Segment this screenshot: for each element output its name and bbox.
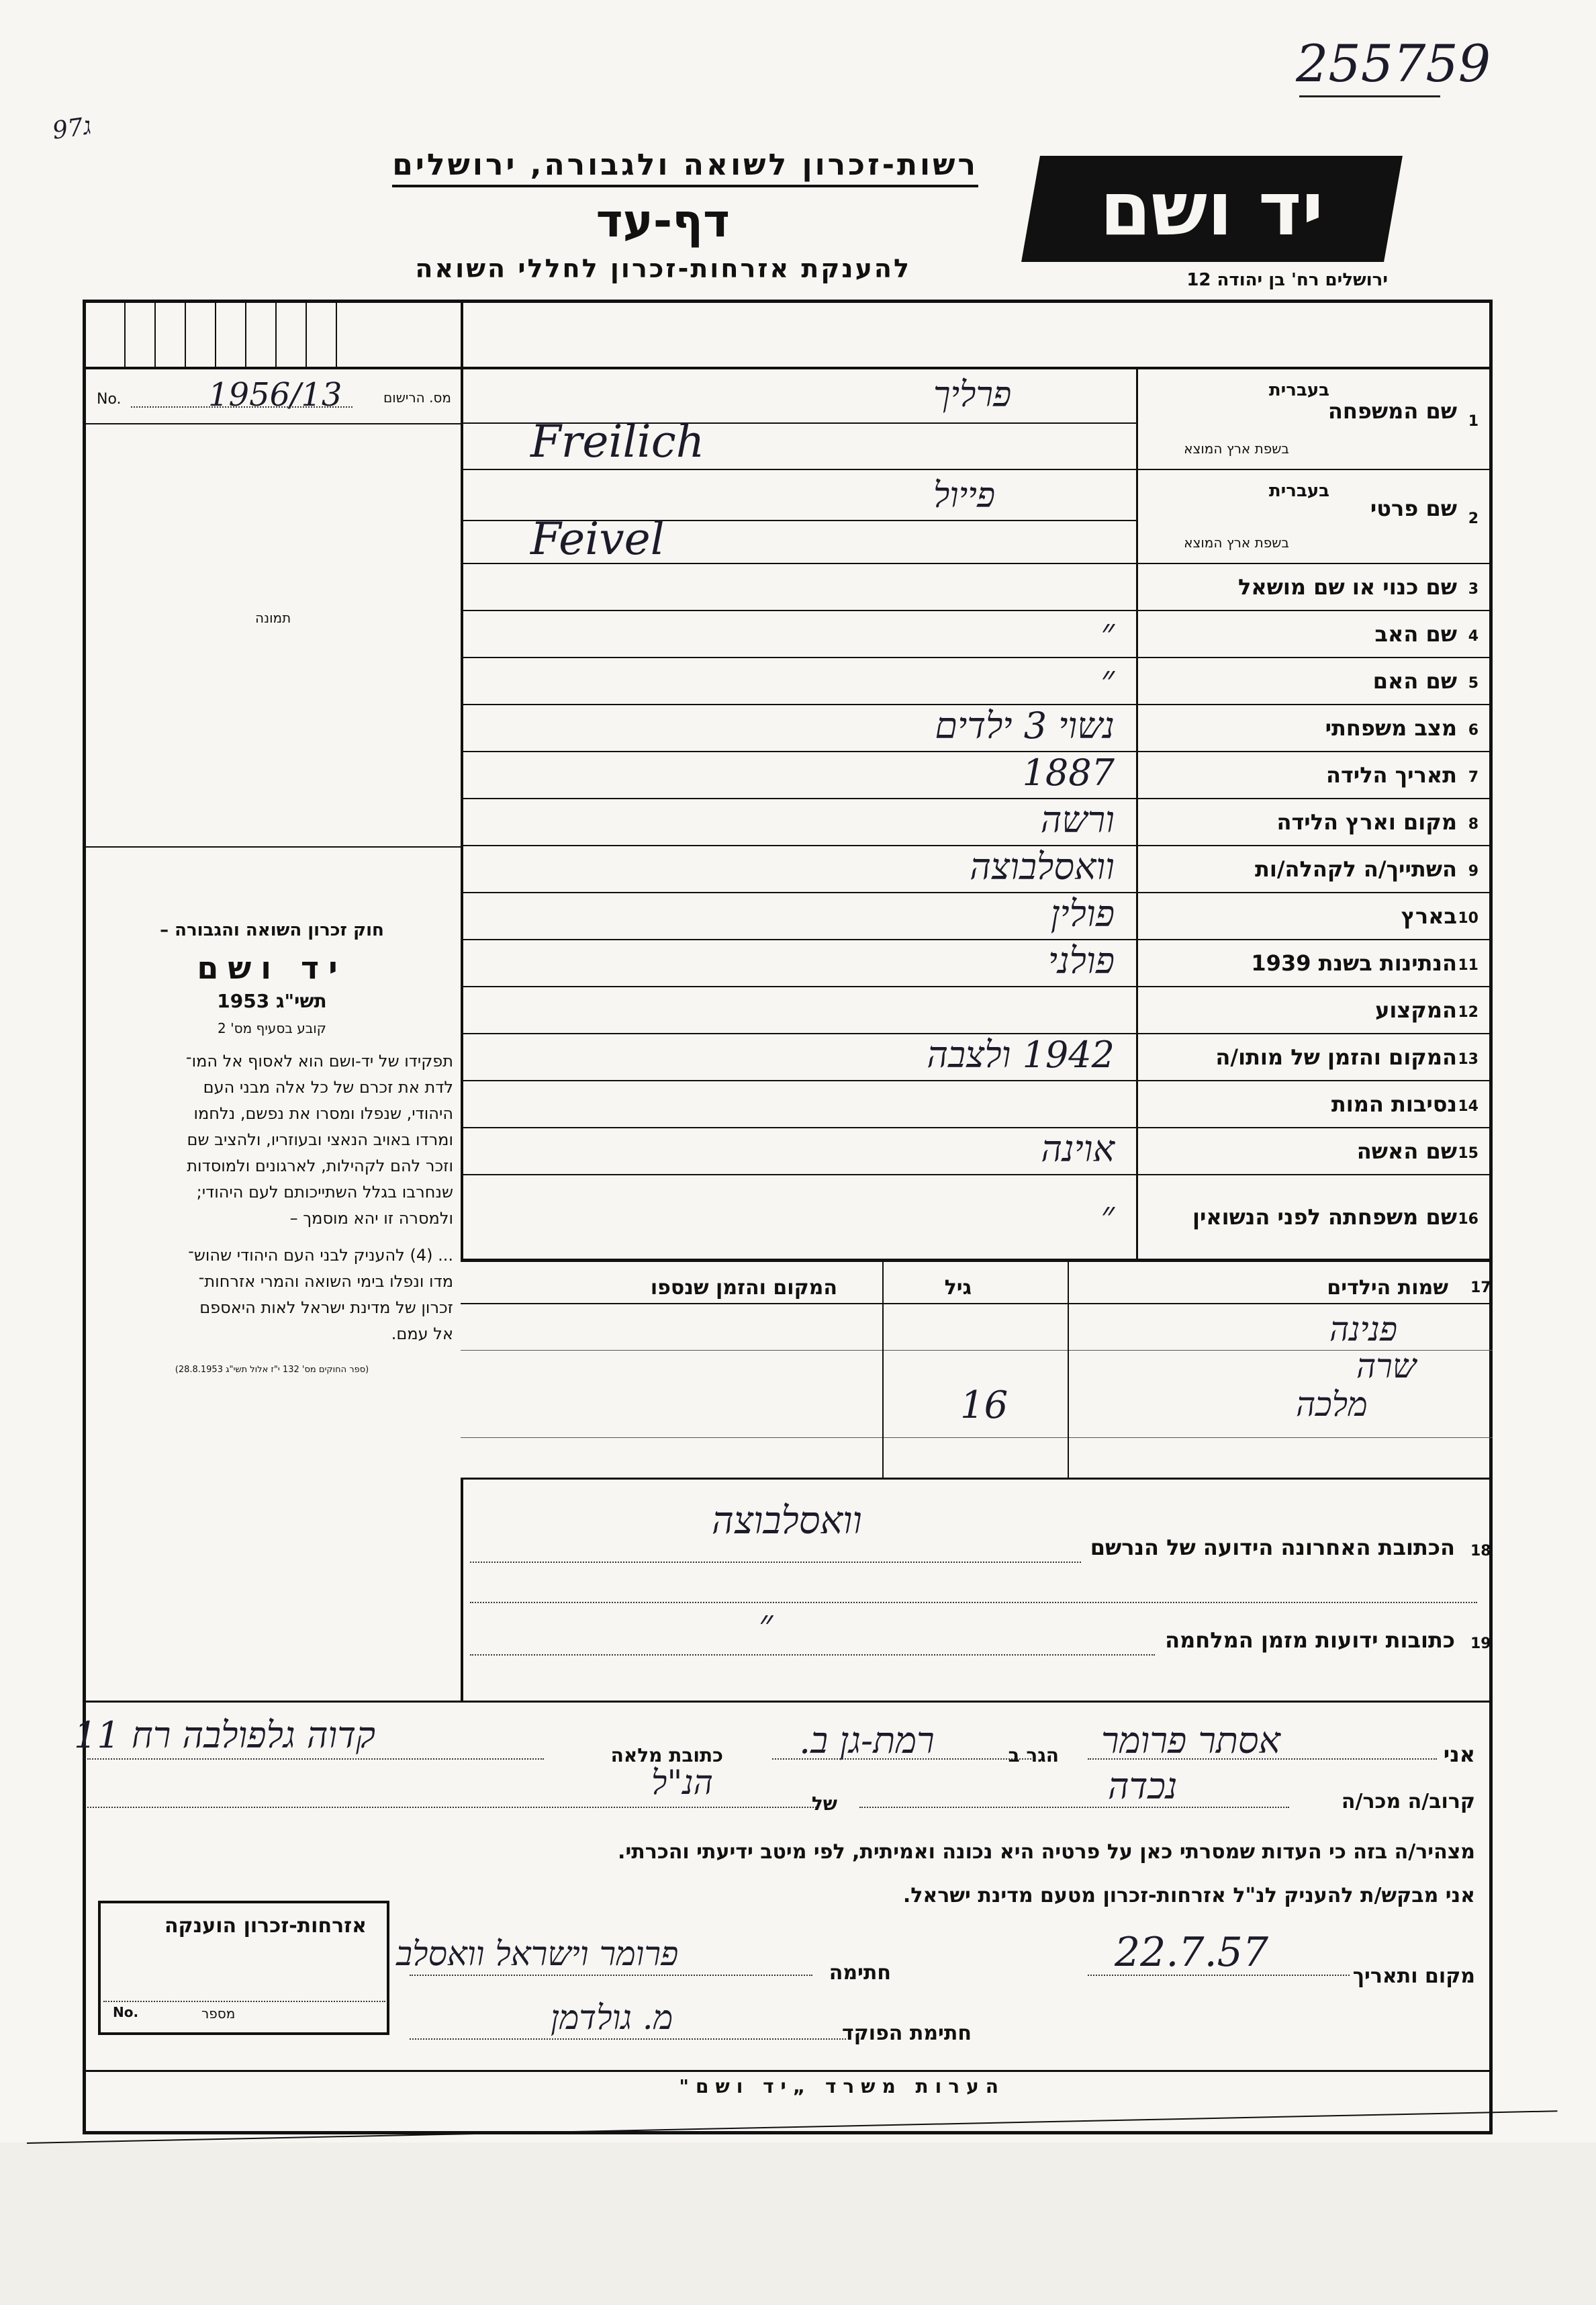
field-number: 6 [1468,722,1478,739]
field-value: ״ [1100,611,1115,653]
field-label: שם האב [1374,621,1457,647]
field-label: הנתינות בשנת 1939 [1251,950,1457,976]
relative-label: קרוב/ה מכר/ה [1341,1790,1475,1813]
request-text: אני מבקש/ת להעניק לנ"ל אזרחות-זכרון מטעם מדינת ישראל. [902,1884,1475,1907]
child-age-3: 16 [960,1384,1008,1427]
grant-box-number-label: מספר [201,2005,236,2022]
last-address-number: 18 [1470,1543,1491,1560]
registration-number [94,376,457,416]
field-value-hebrew: פרליך [933,375,1012,415]
field-row-12 [463,987,1491,1034]
child-name-3: מלכה [1296,1385,1368,1424]
field-row-15 [463,1128,1491,1175]
law-citation: (ספר החוקים מס' 132 י"ז אלול תשי"ג 28.8.1953) [175,1365,369,1375]
field-row-9 [463,846,1491,893]
declarant-address: קדוה גלפולבה רח 11 [74,1714,376,1756]
of-value: הנ"ל [651,1763,713,1802]
law-clause: קובע בסעיף מס' 2 [218,1020,326,1036]
field-row-5 [463,658,1491,705]
archive-underline [1299,95,1440,97]
field-sub-hebrew: בעברית [1268,380,1329,400]
logo-address: ירושלים רח' בן יהודה 12 [1186,270,1388,290]
field-row-2 [463,470,1491,564]
registration-no-label: No. [97,391,122,408]
field-value: 1942 ולצבה [927,1034,1115,1076]
authority-title: רשות-זכרון לשואה ולגבורה, ירושלים [392,148,978,187]
field-label: שם המשפחה [1327,398,1457,424]
field-number: 10 [1458,910,1478,927]
field-label: שם האם [1372,668,1457,694]
law-panel [91,920,453,1375]
field-label: המקום והזמן של מותו/ה [1215,1044,1457,1070]
children-place-header: המקום והזמן שנספו [650,1276,837,1300]
children-number: 17 [1470,1279,1491,1296]
field-label: שם פרטי [1370,496,1457,521]
officer-label: חתימת הפוקד [842,2022,972,2045]
field-label: שם כנוי או שם מושאל [1237,574,1457,600]
place-date-label: מקום ותאריך [1352,1964,1475,1988]
field-label: שם משפחתה לפני הנשואין [1192,1204,1457,1230]
photo-label: תמונה [255,610,291,626]
field-row-7 [463,752,1491,799]
relative-value: נכדה [1108,1765,1178,1807]
field-row-4 [463,611,1491,658]
field-row-6 [463,705,1491,752]
declarant-address-label: כתובת מלאה [610,1744,723,1766]
form-subtitle: להענקת אזרחות-זכרון לחללי השואה [415,254,911,283]
of-label: של [811,1793,837,1815]
field-sub-origin: בשפת ארץ המוצא [1184,535,1289,551]
law-paragraph-1: תפקידו של יד-ושם הוא לאסוף אל המו־ לדת את זכרם של כל אלה מבני העם היהודי, שנפלו ומסרו את נפשם, נלחמו ומרדו באויב הנאצי ובעוזריו, ולהציב שם וזכר להם לקהילות, לארגונים ולמוסדות שנחרבו בגלל השתייכותם לעם היהודי; ולמסרה זו יהא מוסמך – [185,1052,453,1228]
field-number: 9 [1468,863,1478,880]
field-label: שם האשה [1356,1138,1457,1164]
field-value-hebrew: פייול [933,476,996,516]
field-row-1 [463,369,1491,470]
place-date-value: 22.7.57 [1115,1929,1269,1976]
war-addresses-number: 19 [1470,1635,1491,1652]
field-value: 1887 [1022,752,1115,794]
field-row-8 [463,799,1491,846]
grant-box-title: אזרחות-זכרון הוענקה [164,1914,367,1938]
field-row-13 [463,1034,1491,1081]
field-row-3 [463,564,1491,611]
corner-note: 97ג [50,112,93,145]
field-value: ״ [1100,658,1115,700]
child-name-2: שרה [1356,1347,1417,1386]
field-label: מקום וארץ הלידה [1276,809,1457,835]
field-row-10 [463,893,1491,940]
child-name-1: פנינה [1329,1310,1398,1349]
field-number: 8 [1468,816,1478,833]
grant-box [98,1901,389,2035]
field-sub-origin: בשפת ארץ המוצא [1184,441,1289,457]
law-paragraph-2: ... (4) להעניק לבני העם היהודי שהוש־ מדו ונפלו בימי השואה והמרי אזרחות־ זכרון של מדינת ישראל לאות היאספם אל עמם. [188,1246,453,1343]
field-number: 2 [1468,510,1478,527]
logo-text: יד ושם [1100,166,1324,252]
form-title: דף-עד [596,195,730,248]
officer-signature: מ. גולדמן [551,1998,673,2037]
war-addresses-label: כתובות ידועות מזמן המלחמה [1165,1627,1455,1653]
war-addresses-value: ״ [759,1602,773,1645]
field-row-11 [463,940,1491,987]
declarant-name: אסתר פרומר [1101,1719,1280,1762]
grant-box-no: No. [113,2004,139,2020]
field-value: נשוי 3 ילדים [935,705,1115,747]
field-number: 15 [1458,1145,1478,1162]
yad-vashem-logo [1021,156,1403,262]
field-number: 7 [1468,769,1478,786]
field-value: וואסלבוצה [970,846,1115,888]
field-value: ורשה [1040,799,1115,841]
field-number: 13 [1458,1051,1478,1068]
field-value: פולין [1050,893,1115,935]
signature-value: פרומר וישראל וואסלב [396,1934,679,1973]
field-value-origin: Freilich [530,416,705,467]
field-number: 5 [1468,675,1478,692]
field-number: 14 [1458,1098,1478,1115]
field-value: פולני [1047,940,1115,982]
last-address-value: וואסלבוצה [712,1499,862,1543]
signature-label: חתימה [829,1961,891,1985]
last-address-label: הכתובת האחרונה הידועה של הנרשם [1090,1535,1455,1560]
children-names-header: שמות הילדים [1327,1276,1448,1300]
statement-text: מצהיר/ה בזה כי העדות שמסרתי כאן על פרטיה היא נכונה ואמיתית, לפי מיטב ידיעתי והכרתי. [618,1840,1475,1864]
field-label: השתייך/ה לקהלה/ות [1254,856,1457,882]
law-heading: חוק זכרון השואה והגבורה – [160,920,384,940]
field-number: 16 [1458,1211,1478,1228]
declarant-ani-label: אני [1443,1742,1475,1767]
field-value: ״ [1100,1193,1115,1236]
field-value: אוינה [1041,1128,1115,1170]
field-label: נסיבות המות [1331,1091,1457,1117]
registration-value: 1956/13 [208,376,342,414]
field-number: 1 [1468,413,1478,430]
field-number: 12 [1458,1004,1478,1021]
registration-label: מס. הרישום [383,390,451,406]
field-label: בארץ [1401,903,1457,929]
law-year: תשי"ג 1953 [217,990,327,1012]
footer-remarks: הערות משרד „יד ושם" [679,2075,1005,2097]
law-name: יד ושם [197,950,347,986]
field-value-origin: Feivel [530,513,665,565]
archive-number: 255759 [1296,34,1491,93]
field-label: המקצוע [1375,997,1457,1023]
children-age-header: גיל [944,1276,972,1300]
paper-fold [0,2142,1596,2305]
field-number: 4 [1468,628,1478,645]
field-number: 3 [1468,581,1478,598]
declarant-city: רמת-גן ב. [799,1719,935,1762]
field-row-16 [463,1175,1491,1260]
field-number: 11 [1458,957,1478,974]
field-sub-hebrew: בעברית [1268,481,1329,501]
declarant-hagar-label: הגר ב [1008,1744,1059,1766]
field-label: מצב משפחתי [1325,715,1457,741]
field-label: תאריך הלידה [1325,762,1457,788]
field-row-14 [463,1081,1491,1128]
